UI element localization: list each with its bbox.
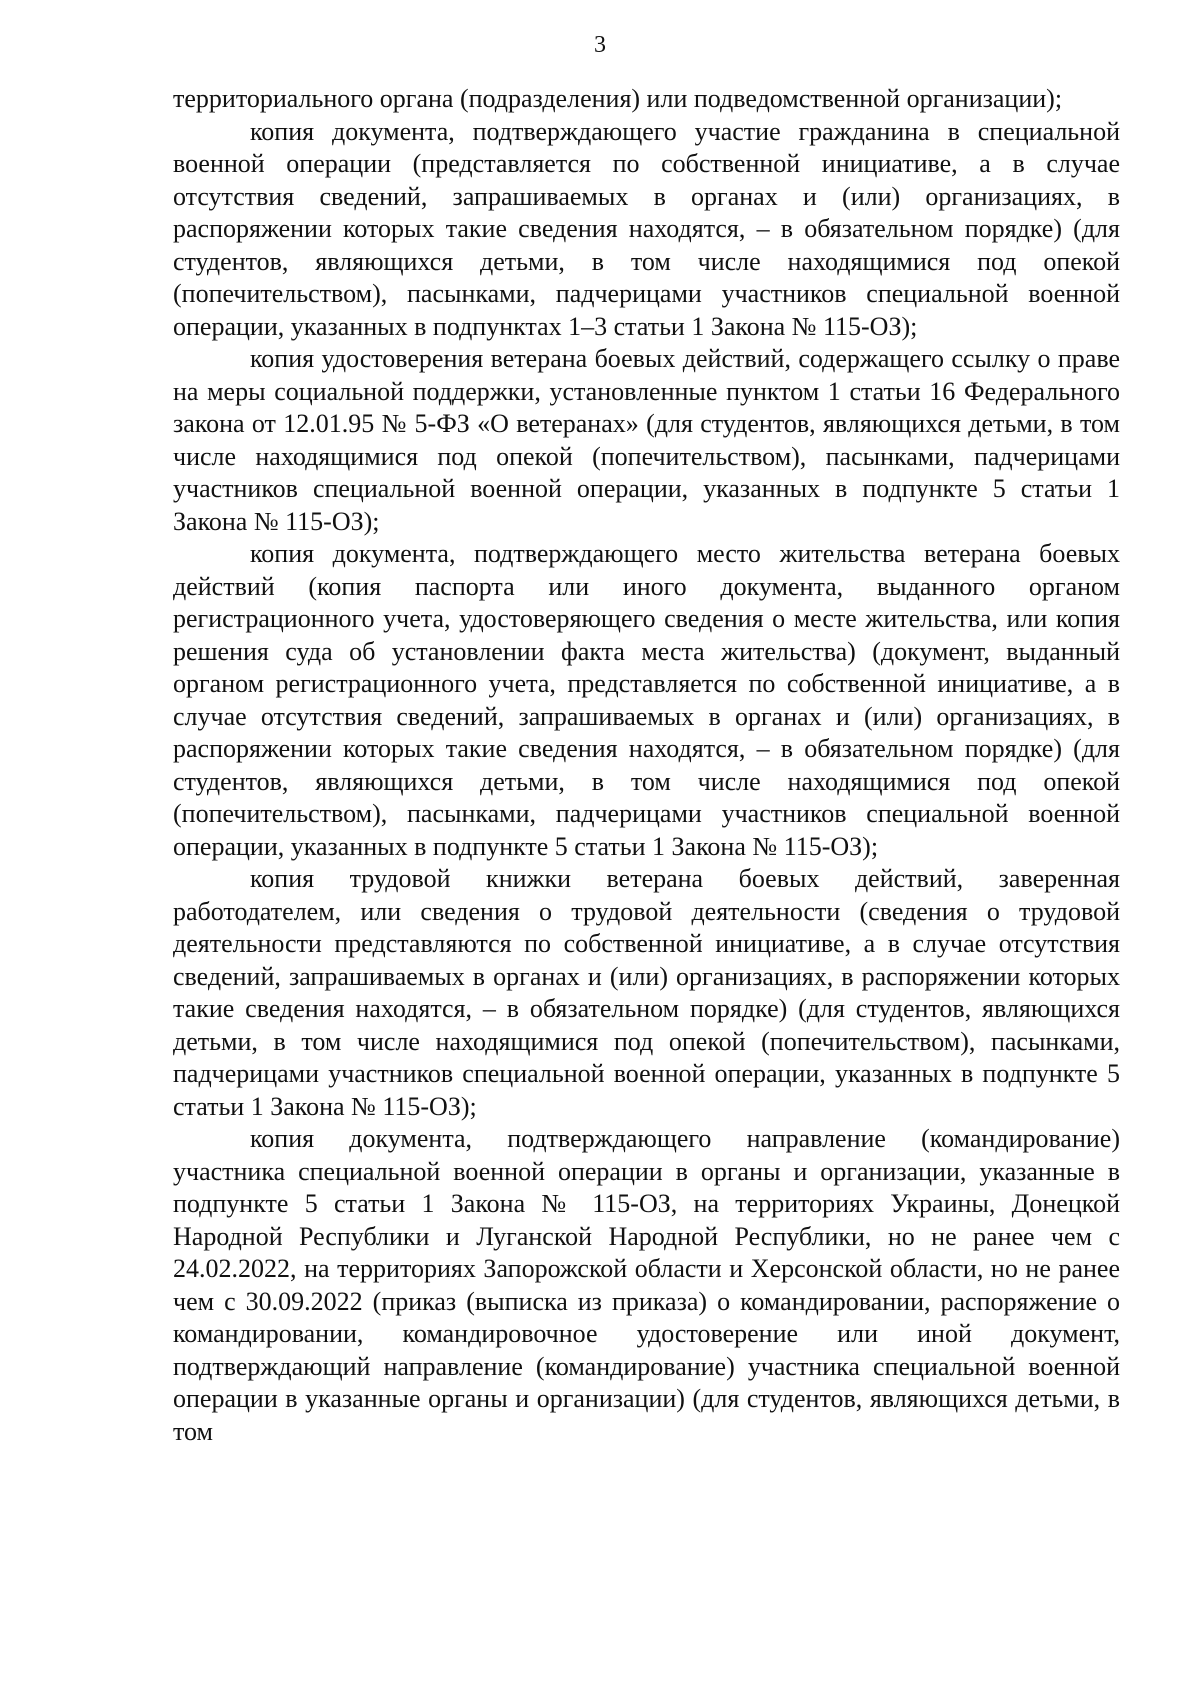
page-number: 3 [594,32,606,58]
paragraph-5: копия трудовой книжки ветерана боевых действий, заверенная работодателем, или сведения о трудовой деятельности (сведения о трудовой деятельности представляются по собственной инициативе, а в случае отсутствия сведений, запрашиваемых в органах и (или) организациях, в распоряжении которых такие сведения находятся, – в обязательном порядке) (для студентов, являющихся детьми, в том числе находящимися под опекой (попечительством), пасынками, падчерицами участников специальной военной операции, указанных в подпункте 5 статьи 1 Закона № 115-ОЗ); [173,864,1120,1121]
paragraph-3: копия удостоверения ветерана боевых действий, содержащего ссылку о праве на меры социальной поддержки, установленные пунктом 1 статьи 16 Федерального закона от 12.01.95 № 5-ФЗ «О ветеранах» (для студентов, являющихся детьми, в том числе находящимися под опекой (попечительством), пасынками, падчерицами участников специальной военной операции, указанных в подпункте 5 статьи 1 Закона № 115-ОЗ); [173,344,1120,536]
document-body [173,83,1120,1448]
paragraph-4: копия документа, подтверждающего место жительства ветерана боевых действий (копия паспорта или иного документа, выданного органом регистрационного учета, удостоверяющего сведения о месте жительства, или копия решения суда об установлении факта места жительства) (документ, выданный органом регистрационного учета, представляется по собственной инициативе, а в случае отсутствия сведений, запрашиваемых в органах и (или) организациях, в распоряжении которых такие сведения находятся, – в обязательном порядке) (для студентов, являющихся детьми, в том числе находящимися под опекой (попечительством), пасынками, падчерицами участников специальной военной операции, указанных в подпункте 5 статьи 1 Закона № 115-ОЗ); [173,539,1120,861]
paragraph-1: территориального органа (подразделения) или подведомственной организации); [173,84,1063,113]
paragraph-6: копия документа, подтверждающего направление (командирование) участника специальной военной операции в органы и организации, указанные в подпункте 5 статьи 1 Закона № 115-ОЗ, на территориях Украины, Донецкой Народной Республики и Луганской Народной Республики, но не ранее чем с 24.02.2022, на территориях Запорожской области и Херсонской области, но не ранее чем с 30.09.2022 (приказ (выписка из приказа) о командировании, распоряжение о командировании, командировочное удостоверение или иной документ, подтверждающий направление (командирование) участника специальной военной операции в указанные органы и организации) (для студентов, являющихся детьми, в том [173,1124,1120,1446]
paragraph-2: копия документа, подтверждающего участие гражданина в специальной военной операции (представляется по собственной инициативе, а в случае отсутствия сведений, запрашиваемых в органах и (или) организациях, в распоряжении которых такие сведения находятся, – в обязательном порядке) (для студентов, являющихся детьми, в том числе находящимися под опекой (попечительством), пасынками, падчерицами участников специальной военной операции, указанных в подпунктах 1–3 статьи 1 Закона № 115-ОЗ); [173,116,1120,341]
